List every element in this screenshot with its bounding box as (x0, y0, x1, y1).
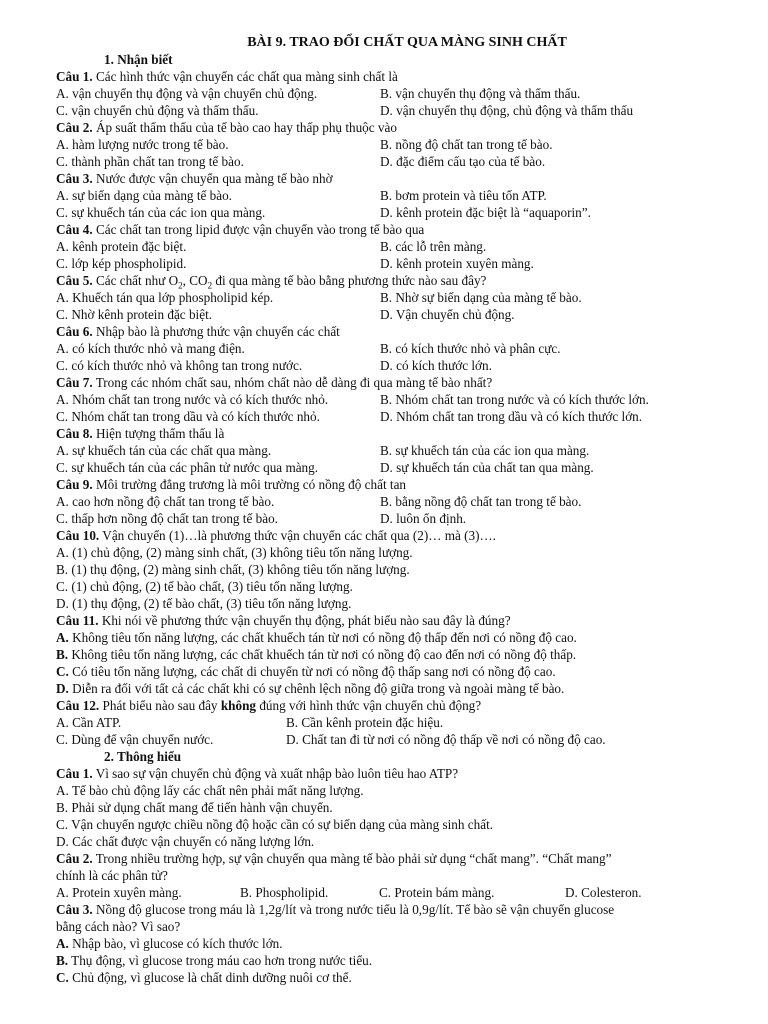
question-text: Khi nói về phương thức vận chuyển thụ động, phát biểu nào sau đây là đúng? (98, 613, 511, 628)
question-text: Hiện tượng thẩm thấu là (92, 426, 225, 441)
question-label: Câu 12. (56, 698, 100, 713)
option-c: C. lớp kép phospholipid. (56, 256, 187, 271)
option-b: B. Nhóm chất tan trong nước và có kích thước lớn. (380, 392, 649, 407)
option-d: D. (1) thụ động, (2) tế bào chất, (3) tiêu tốn năng lượng. (56, 596, 352, 611)
question-text: Áp suất thẩm thấu của tế bào cao hay thấp phụ thuộc vào (92, 120, 397, 135)
question-label: Câu 3. (56, 902, 93, 917)
option-c: C. vận chuyển chủ động và thẩm thấu. (56, 103, 259, 118)
options-row (56, 391, 728, 408)
question-label: Câu 11. (56, 613, 99, 628)
option-b: B. (1) thụ động, (2) màng sinh chất, (3) không tiêu tốn năng lượng. (56, 562, 410, 577)
options-row (56, 714, 728, 731)
question-text-end: đúng với hình thức vận chuyển chủ động? (256, 698, 482, 713)
question-label: Câu 2. (56, 851, 93, 866)
question-text-start: Phát biểu nào sau đây (99, 698, 221, 713)
option-c: C. (1) chủ động, (2) tế bào chất, (3) tiêu tốn năng lượng. (56, 579, 353, 594)
question-label: Câu 3. (56, 171, 93, 186)
question-text: Nồng độ glucose trong máu là 1,2g/lít và trong nước tiểu là 0,9g/lít. Tế bào sẽ vận chuyển glucose (92, 902, 615, 917)
options-row (56, 731, 728, 748)
question-text: Trong nhiều trường hợp, sự vận chuyển qua màng tế bào phải sử dụng “chất mang”. “Chất mang” (92, 851, 612, 866)
question-5 (56, 272, 728, 289)
option-letter: A. (56, 630, 69, 645)
option-text: Có tiêu tốn năng lượng, các chất di chuyển từ nơi có nồng độ thấp sang nơi có nồng độ cao. (68, 664, 556, 679)
option-c: C. Nhóm chất tan trong dầu và có kích thước nhỏ. (56, 409, 320, 424)
options-row (56, 884, 728, 901)
subscript: 2 (178, 280, 183, 291)
option-b: B. bơm protein và tiêu tốn ATP. (380, 188, 547, 203)
option-c: C. có kích thước nhỏ và không tan trong nước. (56, 358, 303, 373)
options-row (56, 340, 728, 357)
option-a: A. cao hơn nồng độ chất tan trong tế bào. (56, 494, 275, 509)
option-c: C. Protein bám màng. (379, 885, 495, 900)
option-a: A. kênh protein đặc biệt. (56, 239, 187, 254)
options-row (56, 153, 728, 170)
option-b: B. Phospholipid. (240, 885, 329, 900)
question-th-1 (56, 765, 728, 782)
option-a: A. Cần ATP. (56, 715, 122, 730)
option-a: A. Protein xuyên màng. (56, 885, 182, 900)
question-label: Câu 1. (56, 766, 93, 781)
question-label: Câu 2. (56, 120, 93, 135)
option-letter: D. (56, 681, 69, 696)
question-text-end: đi qua màng tế bào bằng phương thức nào sau đây? (212, 273, 487, 288)
option-a: A. sự biến dạng của màng tế bào. (56, 188, 232, 203)
option-b: B. có kích thước nhỏ và phân cực. (380, 341, 561, 356)
options-row (56, 255, 728, 272)
option-text: Không tiêu tốn năng lượng, các chất khuếch tán từ nơi có nồng độ cao đến nơi có nồng độ thấp. (68, 647, 577, 662)
question-label: Câu 6. (56, 324, 93, 339)
option-a (56, 935, 728, 952)
options-row (56, 357, 728, 374)
question-text: Các hình thức vận chuyển các chất qua màng sinh chất là (92, 69, 398, 84)
question-label: Câu 7. (56, 375, 93, 390)
question-th-2 (56, 850, 728, 867)
option-c (56, 663, 728, 680)
options-row (56, 204, 728, 221)
option-a: A. sự khuếch tán của các chất qua màng. (56, 443, 272, 458)
option-a: A. hàm lượng nước trong tế bào. (56, 137, 229, 152)
question-text: Môi trường đẳng trương là môi trường có nồng độ chất tan (92, 477, 407, 492)
question-7 (56, 374, 728, 391)
option-letter: B. (56, 647, 69, 662)
option-d: D. Các chất được vận chuyển có năng lượng lớn. (56, 834, 315, 849)
option-b (56, 952, 728, 969)
question-1 (56, 68, 728, 85)
option-c: C. thấp hơn nồng độ chất tan trong tế bào. (56, 511, 278, 526)
question-text: Vì sao sự vận chuyển chủ động và xuất nhập bào luôn tiêu hao ATP? (92, 766, 459, 781)
question-text-continued: chính là các phân tử? (56, 868, 168, 883)
question-4 (56, 221, 728, 238)
question-9 (56, 476, 728, 493)
section-heading-nhan-biet: 1. Nhận biết (104, 52, 173, 67)
options-row (56, 102, 728, 119)
question-text-mid: , CO (182, 273, 208, 288)
section-heading-thong-hieu: 2. Thông hiểu (104, 749, 182, 764)
option-letter: B. (56, 953, 69, 968)
question-text: Vận chuyển (1)…là phương thức vận chuyển các chất qua (2)… mà (3)…. (99, 528, 496, 543)
option-d: D. sự khuếch tán của chất tan qua màng. (380, 460, 594, 475)
option-b: B. các lỗ trên màng. (380, 239, 487, 254)
option-d (56, 680, 728, 697)
option-b: B. Nhờ sự biến dạng của màng tế bào. (380, 290, 582, 305)
question-3 (56, 170, 728, 187)
option-b: B. vận chuyển thụ động và thẩm thấu. (380, 86, 581, 101)
option-text: Diễn ra đối với tất cả các chất khi có sự chênh lệch nồng độ giữa trong và ngoài màng tế bào. (68, 681, 565, 696)
question-10 (56, 527, 728, 544)
question-label: Câu 10. (56, 528, 100, 543)
option-d: D. luôn ổn định. (380, 511, 467, 526)
question-text: Nhập bào là phương thức vận chuyển các chất (92, 324, 340, 339)
option-b: B. Phải sử dụng chất mang để tiến hành vận chuyển. (56, 800, 333, 815)
option-b: B. bằng nồng độ chất tan trong tế bào. (380, 494, 582, 509)
question-label: Câu 9. (56, 477, 93, 492)
option-c: C. Dùng để vận chuyển nước. (56, 732, 214, 747)
question-th-3 (56, 901, 728, 918)
options-row (56, 136, 728, 153)
option-letter: C. (56, 970, 69, 985)
option-c: C. thành phần chất tan trong tế bào. (56, 154, 244, 169)
question-text-emphasis: không (220, 698, 257, 713)
options-row (56, 493, 728, 510)
option-text: Chủ động, vì glucose là chất dinh dưỡng nuôi cơ thể. (68, 970, 352, 985)
question-label: Câu 1. (56, 69, 93, 84)
option-letter: C. (56, 664, 69, 679)
option-a: A. Nhóm chất tan trong nước và có kích thước nhỏ. (56, 392, 329, 407)
option-d: D. vận chuyển thụ động, chủ động và thẩm thấu (380, 103, 634, 118)
question-label: Câu 4. (56, 222, 93, 237)
options-row (56, 238, 728, 255)
option-d: D. có kích thước lớn. (380, 358, 492, 373)
option-a (56, 629, 728, 646)
question-12 (56, 697, 728, 714)
option-c: C. sự khuếch tán của các phân tử nước qua màng. (56, 460, 319, 475)
question-11 (56, 612, 728, 629)
option-d: D. Vận chuyển chủ động. (380, 307, 515, 322)
question-text: Nước được vận chuyển qua màng tế bào nhờ (92, 171, 333, 186)
question-label: Câu 8. (56, 426, 93, 441)
option-a: A. vận chuyển thụ động và vận chuyển chủ động. (56, 86, 318, 101)
question-8 (56, 425, 728, 442)
option-c: C. Nhờ kênh protein đặc biệt. (56, 307, 213, 322)
page-title: BÀI 9. TRAO ĐỔI CHẤT QUA MÀNG SINH CHẤT (247, 35, 567, 50)
question-text: Trong các nhóm chất sau, nhóm chất nào dễ dàng đi qua màng tế bào nhất? (92, 375, 493, 390)
options-row (56, 289, 728, 306)
option-d: D. kênh protein đặc biệt là “aquaporin”. (380, 205, 591, 220)
option-c: C. sự khuếch tán của các ion qua màng. (56, 205, 266, 220)
question-label: Câu 5. (56, 273, 93, 288)
question-text: Các chất tan trong lipid được vận chuyển vào trong tế bào qua (92, 222, 425, 237)
subscript: 2 (207, 280, 213, 291)
option-b (56, 646, 728, 663)
option-a: A. Khuếch tán qua lớp phospholipid kép. (56, 290, 274, 305)
question-6 (56, 323, 728, 340)
option-text: Nhập bào, vì glucose có kích thước lớn. (68, 936, 283, 951)
question-2 (56, 119, 728, 136)
question-text-start: Các chất như O (92, 273, 179, 288)
option-a: A. (1) chủ động, (2) màng sinh chất, (3) không tiêu tốn năng lượng. (56, 545, 413, 560)
options-row (56, 408, 728, 425)
option-text: Thụ động, vì glucose trong máu cao hơn trong nước tiểu. (68, 953, 373, 968)
options-row (56, 510, 728, 527)
option-c (56, 969, 728, 986)
options-row (56, 459, 728, 476)
option-c: C. Vận chuyển ngược chiều nồng độ hoặc cần có sự biến dạng của màng sinh chất. (56, 817, 494, 832)
option-d: D. kênh protein xuyên màng. (380, 256, 534, 271)
option-d: D. Colesteron. (565, 885, 642, 900)
option-a: A. có kích thước nhỏ và mang điện. (56, 341, 245, 356)
option-d: D. đặc điểm cấu tạo của tế bào. (380, 154, 546, 169)
option-a: A. Tế bào chủ động lấy các chất nên phải mất năng lượng. (56, 783, 364, 798)
option-b: B. sự khuếch tán của các ion qua màng. (380, 443, 590, 458)
option-text: Không tiêu tốn năng lượng, các chất khuếch tán từ nơi có nồng độ thấp đến nơi có nồng độ cao. (68, 630, 577, 645)
option-d: D. Nhóm chất tan trong dầu và có kích thước lớn. (380, 409, 643, 424)
options-row (56, 187, 728, 204)
options-row (56, 442, 728, 459)
options-row (56, 85, 728, 102)
option-letter: A. (56, 936, 69, 951)
option-b: B. nồng độ chất tan trong tế bào. (380, 137, 553, 152)
question-text-continued: bằng cách nào? Vì sao? (56, 919, 181, 934)
option-d: D. Chất tan đi từ nơi có nồng độ thấp về nơi có nồng độ cao. (286, 732, 606, 747)
option-b: B. Cần kênh protein đặc hiệu. (286, 715, 444, 730)
options-row (56, 306, 728, 323)
